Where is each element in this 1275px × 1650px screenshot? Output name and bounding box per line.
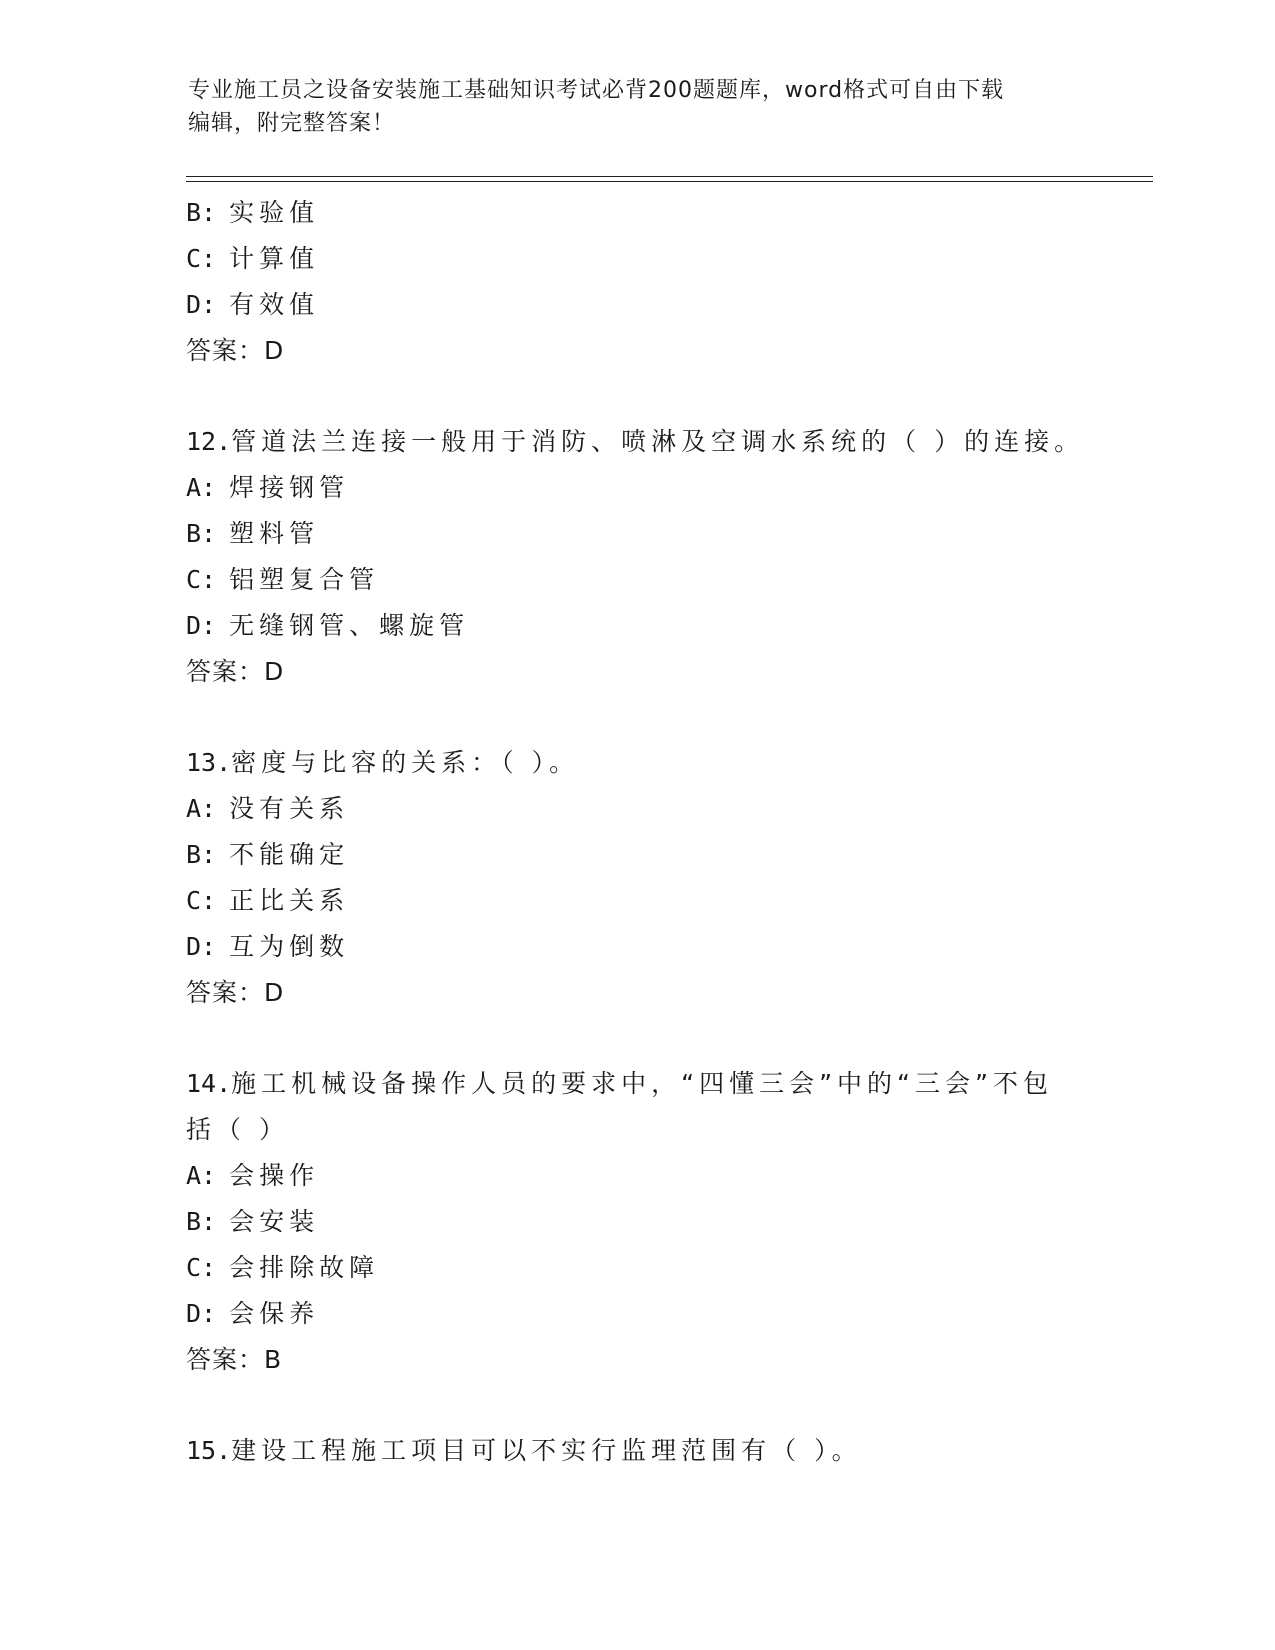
- option-b: B: 实验值: [186, 198, 320, 227]
- header-title-line2: 编辑，附完整答案！: [188, 111, 396, 136]
- question-14: [186, 1061, 1086, 1383]
- option-b: B: 不能确定: [186, 840, 350, 869]
- answer: 答案：B: [186, 1345, 283, 1374]
- question-list: [186, 190, 1086, 1474]
- document-header: [188, 74, 1068, 140]
- option-b: B: 会安装: [186, 1207, 320, 1236]
- option-d: D: 无缝钢管、螺旋管: [186, 611, 470, 640]
- question-text: 15.建设工程施工项目可以不实行监理范围有（ ）。: [186, 1436, 862, 1465]
- option-a: A: 没有关系: [186, 794, 350, 823]
- option-d: D: 有效值: [186, 290, 320, 319]
- question-text: 14.施工机械设备操作人员的要求中，“四懂三会”中的“三会”不包: [186, 1069, 1053, 1098]
- question-text: 12.管道法兰连接一般用于消防、喷淋及空调水系统的（ ）的连接。: [186, 427, 1085, 456]
- option-d: D: 会保养: [186, 1299, 320, 1328]
- answer: 答案：D: [186, 657, 285, 686]
- option-c: C: 正比关系: [186, 886, 350, 915]
- header-title-line1: 专业施工员之设备安装施工基础知识考试必背200题题库，word格式可自由下载: [188, 78, 1005, 103]
- question-13: [186, 740, 1086, 1016]
- header-divider-bottom: [186, 181, 1153, 182]
- question-11: [186, 190, 1086, 374]
- question-15: [186, 1428, 1086, 1474]
- answer: 答案：D: [186, 336, 285, 365]
- option-d: D: 互为倒数: [186, 932, 350, 961]
- option-c: C: 会排除故障: [186, 1253, 380, 1282]
- option-c: C: 计算值: [186, 244, 320, 273]
- question-text: 13.密度与比容的关系：（ ）。: [186, 748, 580, 777]
- option-c: C: 铝塑复合管: [186, 565, 380, 594]
- option-a: A: 焊接钢管: [186, 473, 350, 502]
- question-12: [186, 419, 1086, 695]
- option-a: A: 会操作: [186, 1161, 320, 1190]
- answer: 答案：D: [186, 978, 285, 1007]
- header-divider-top: [186, 176, 1153, 177]
- question-text-continued: 括（ ）: [186, 1115, 289, 1144]
- option-b: B: 塑料管: [186, 519, 320, 548]
